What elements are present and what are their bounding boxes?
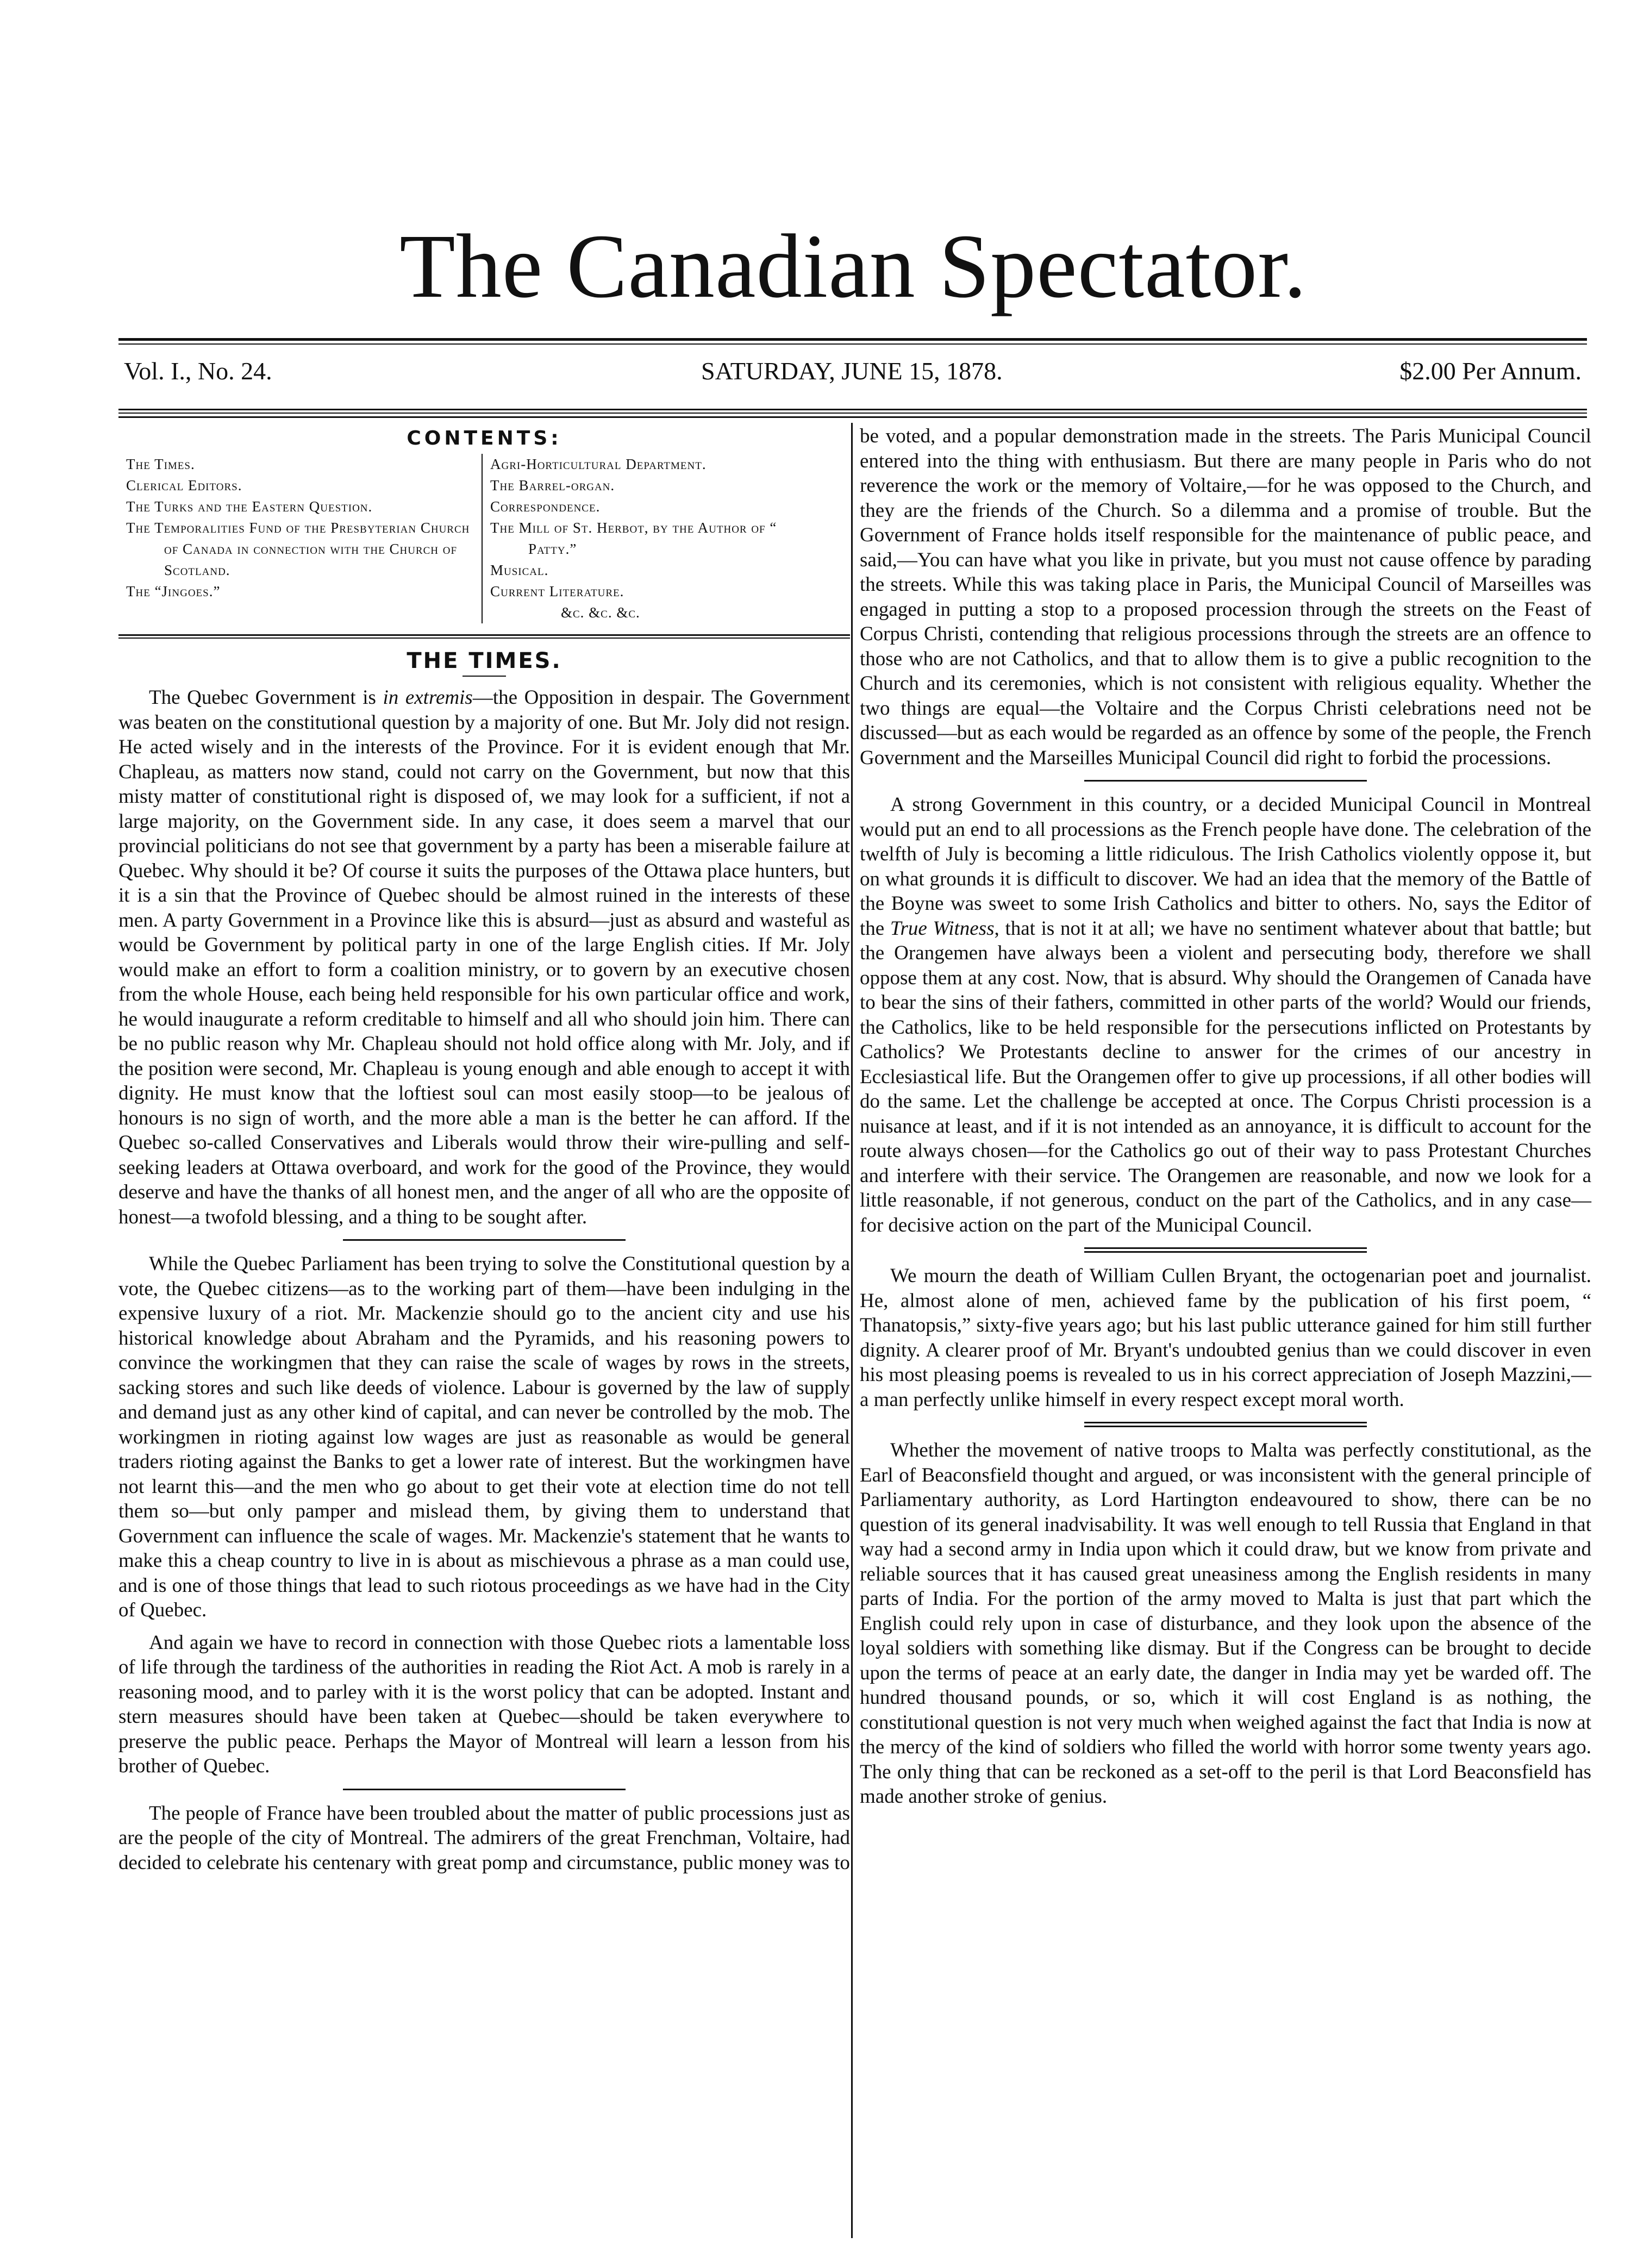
contents-item: The Turks and the Eastern Question. xyxy=(126,498,373,515)
left-column xyxy=(118,424,850,1883)
contents-table xyxy=(118,454,850,623)
contents-item: Agri-Horticultural Department. xyxy=(490,456,707,472)
article-separator xyxy=(343,1239,626,1241)
article-paragraph: The people of France have been troubled about the matter of public processions just as are the people of the city of Montreal. The admirers of the great Frenchman, Voltaire, had decided to celebrate his centenary with great pomp and circumstance, public money was to xyxy=(118,1802,850,1874)
article-separator xyxy=(1084,780,1367,782)
article-paragraph: Whether the movement of native troops to Malta was perfectly constitutional, as the Earl of Beaconsfield thought and argued, or was inconsistent with the general principle of Parliamentary authority, as Lord Hartington endeavoured to show, there can be no question of its general inadvisability. It was well enough to tell Russia that England in that way had a second army in India upon which it could draw, but we know from private and reliable sources that it has caused great uneasiness among the English residents in many parts of India. For the portion of the army moved to Malta is just that part which the English could rely upon in case of disturbance, and they look upon the absence of the loyal soldiers with something like dismay. But if the Congress can be brought to decide upon the terms of peace at an early date, the danger in India may yet be warded off. The hundred thousand pounds, or so, which it will cost England is as nothing, the constitutional question is not very much when weighed against the fact that India is now at the mercy of the kind of soldiers who filled the world with horror some twenty years ago. The only thing that can be reckoned as a set-off to the peril is that Lord Beaconsfield has made another stroke of genius. xyxy=(860,1439,1591,1808)
contents-item: &c. &c. &c. xyxy=(561,604,640,621)
dateline-rule-1 xyxy=(118,409,1587,410)
contents-list-right xyxy=(483,454,835,623)
column-divider xyxy=(851,423,853,2238)
article-paragraph: be voted, and a popular demonstration made in the streets. The Paris Municipal Council entered into the thing with enthusiasm. But there are many people in Paris who do not reverence the work or the memory of Voltaire,—for he was opposed to the Church, and they are the friends of the Church. So a dilemma and a promise of trouble. But the Government of France holds itself responsible for the maintenance of public peace, and said,—You can have what you like in private, but you must not cause offence by parading the streets. While this was taking place in Paris, the Municipal Council of Marseilles was engaged in putting a stop to a proposed procession through the streets on the Feast of Corpus Christi, contending that religious processions through the streets are an offence to those who are not Catholics, and that to allow them is to give a public recognition to the Church and its ceremonies, which is not consistent with religious equality. Whether the two things are equal—the Voltaire and the Corpus Christi celebrations need not be discussed—but as each would be regarded as an offence by some of the people, the French Government and the Marseilles Municipal Council did right to forbid the processions. xyxy=(860,425,1591,769)
masthead-rule-top xyxy=(118,338,1587,341)
contents-item: The “Jingoes.” xyxy=(126,583,221,599)
article-paragraph: And again we have to record in connection with those Quebec riots a lamentable loss of life through the tardiness of the authorities in reading the Riot Act. A mob is rarely in a reasoning mood, and to parley with it is the worst policy that can be adopted. Instant and stern measures should have been taken at Quebec—should be taken everywhere to preserve the public peace. Perhaps the Mayor of Montreal will learn a lesson from his brother of Quebec. xyxy=(118,1631,850,1777)
heading-dash xyxy=(462,676,506,677)
article-separator xyxy=(343,1789,626,1790)
masthead-title: The Canadian Spectator. xyxy=(399,216,1307,317)
masthead-rule-top-thin xyxy=(118,343,1587,345)
contents-list-left xyxy=(118,454,483,623)
subscription-price: $2.00 Per Annum. xyxy=(1399,357,1582,385)
contents-item: The Temporalities Fund of the Presbyterian Church of Canada in connection with the Church of Scotland. xyxy=(126,520,470,578)
contents-item: The Times. xyxy=(126,456,195,472)
article-paragraph: A strong Government in this country, or a decided Municipal Council in Montreal would put an end to all processions as the French people have done. The celebration of the twelfth of July is becoming a little ridiculous. The Irish Catholics violently oppose it, but on what grounds it is difficult to discover. We had an idea that the memory of the Battle of the Boyne was sweet to some Irish Catholics and bitter to others. No, says the Editor of the True Witness, that is not it at all; we have no sentiment whatever about that battle; but the Orangemen have always been a violent and persecuting body, therefore we shall oppose them at any cost. Now, that is absurd. Why should the Orangemen of Canada have to bear the sins of their fathers, committed in other parts of the world? Would our friends, the Catholics, like to be held responsible for the persecutions inflicted on Protestants by Catholics? We Protestants decline to answer for the crimes of our ancestry in Ecclesiastical life. But the Orangemen offer to give up processions, if all other bodies will do the same. Let the challenge be accepted at once. The Corpus Christi procession is a nuisance at least, and if it is not intended as an annoyance, it is difficult to account for the route always chosen—for the Catholics go out of their way to pass Protestant Churches and interfere with their service. The Orangemen are reasonable, and now we look for a little reasonable, if not generous, conduct on the part of the Catholics, and in any case—for decisive action on the part of the Municipal Council. xyxy=(860,794,1592,1236)
article-paragraph: The Quebec Government is in extremis—the Opposition in despair. The Government was beaten on the constitutional question by a majority of one. But Mr. Joly did not resign. He acted wisely and in the interests of the Province. For it is evident enough that Mr. Chapleau, as matters now stand, could not carry on the Government, but now that this misty matter of constitutional right is disposed of, we may look for a sufficient, if not a large majority, on the Government side. In any case, it does seem a marvel that our provincial politicians do not see that government by a party has been a miserable failure at Quebec. Why should it be? Of course it suits the purposes of the Ottawa place hunters, but it is a sin that the Province of Quebec should be almost ruined in the interests of these men. A party Government in a Province like this is absurd—just as absurd and wasteful as would be Government by political party in one of the large English cities. If Mr. Joly would make an effort to form a coalition ministry, or to govern by an executive chosen from the whole House, each being held responsible for his own particular office and work, he would inaugurate a reform creditable to himself and all who should join him. There can be no public reason why Mr. Chapleau should not hold office along with Mr. Joly, and if the position were second, Mr. Chapleau is young enough and able enough to accept it with dignity. He must know that the loftiest soul can most easily stoop—to be jealous of honours is no sign of worth, and the more able a man is the better he can afford. If the Quebec so-called Conservatives and Liberals would throw their wire-pulling and self-seeking leaders at Ottawa overboard, and work for the good of the Province, they would deserve and have the thanks of all honest men, and the anger of all who are the opposite of honest—a twofold blessing, and a thing to be sought after. xyxy=(118,686,851,1228)
volume-number: Vol. I., No. 24. xyxy=(124,357,272,385)
dateline xyxy=(118,352,1587,390)
contents-heading: CONTENTS: xyxy=(407,427,562,449)
article-separator xyxy=(1084,1422,1367,1427)
dateline-rule-3 xyxy=(118,416,1587,418)
right-column xyxy=(860,424,1591,1817)
article-paragraph: While the Quebec Parliament has been trying to solve the Constitutional question by a vote, the Quebec citizens—as to the working part of them—have been indulging in the expensive luxury of a riot. Mr. Mackenzie should go to the ancient city and use his historical knowledge about Abraham and the Pyramids, and his reasoning powers to convince the workingmen that they can raise the scale of wages by rows in the streets, sacking stores and such like deeds of violence. Labour is governed by the law of supply and demand just as any other kind of capital, and can never be controlled by the mob. The workingmen in rioting against low wages are just as reasonable as would be general traders rioting against the Banks to get a lower rate of interest. But the workingmen have not learnt this—and the men who go about to get their vote at election time do not tell them so—but only pamper and mislead them, by giving them to understand that Government can influence the scale of wages. Mr. Mackenzie's statement that he wants to make this a cheap country to live in is about as mischievous a phrase as a man could use, and is one of those things that lead to such riotous proceedings as we have had in the City of Quebec. xyxy=(118,1253,850,1621)
section-heading: THE TIMES. xyxy=(407,648,562,673)
issue-date: SATURDAY, JUNE 15, 1878. xyxy=(701,357,1003,385)
article-paragraph: We mourn the death of William Cullen Bryant, the octogenarian poet and journalist. He, almost alone of men, achieved fame by the publication of his first poem, “ Thanatopsis,” sixty-five years ago; but his last public utterance gained for him still further dignity. A clearer proof of Mr. Bryant's undoubted genius than we could discover in even his most pleasing poems is revealed to us in his correct appreciation of Joseph Mazzini,—a man perfectly unlike himself in every respect except moral worth. xyxy=(860,1265,1591,1411)
contents-item: The Mill of St. Herbot, by the Author of “ Patty.” xyxy=(490,520,777,557)
article-separator xyxy=(1084,1247,1367,1253)
contents-item: Current Literature. xyxy=(490,583,624,599)
contents-item: Musical. xyxy=(490,562,549,578)
newspaper-page xyxy=(109,0,1598,2268)
contents-item: The Barrel-organ. xyxy=(490,477,615,493)
contents-item: Clerical Editors. xyxy=(126,477,242,493)
contents-item: Correspondence. xyxy=(490,498,601,515)
contents-rule xyxy=(118,634,850,639)
dateline-rule-2 xyxy=(118,413,1587,414)
